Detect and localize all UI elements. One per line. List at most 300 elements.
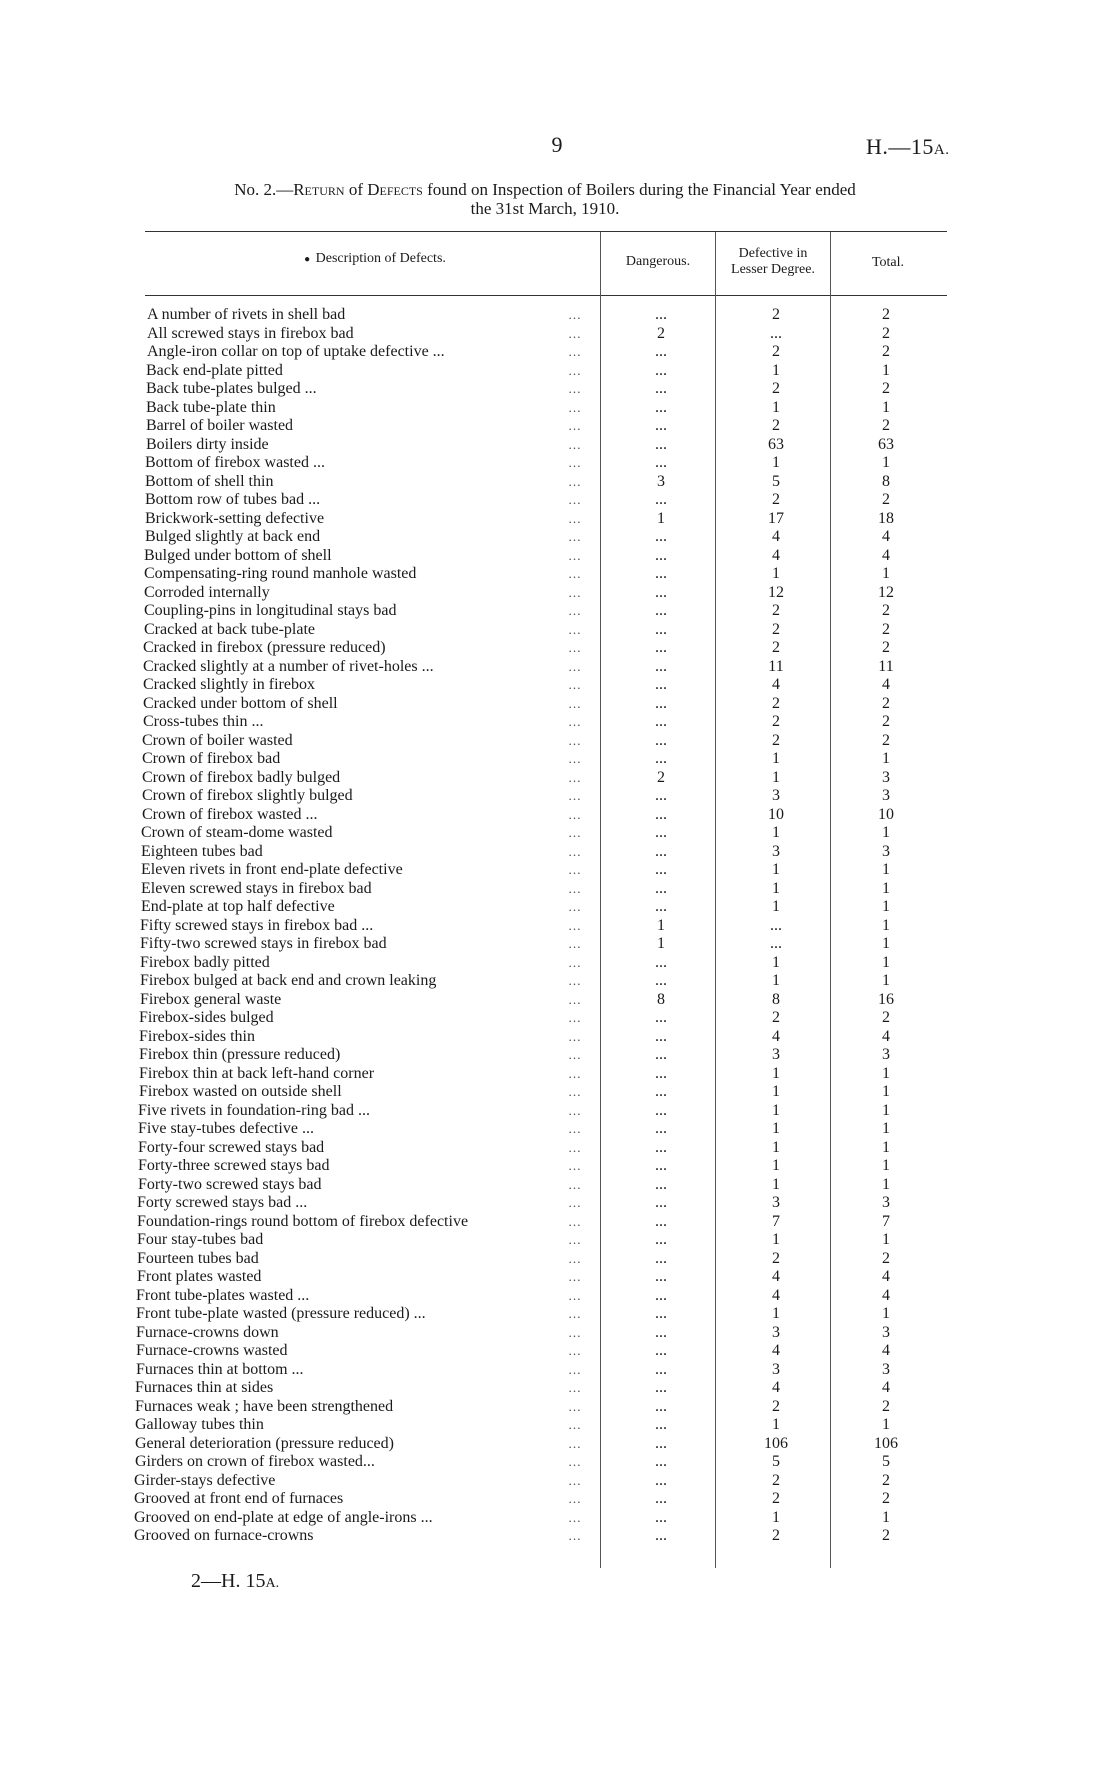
leader-dots: … [568,473,582,489]
defective-cell: ... [770,935,782,952]
dangerous-cell: ... [655,491,667,508]
document-reference [866,134,949,160]
leader-dots: … [568,843,582,859]
leader-dots: … [568,399,582,415]
table-row [0,547,1114,566]
row-description: Barrel of boiler wasted [146,417,294,434]
dangerous-cell: ... [655,1231,667,1248]
bullet-mark: ● [304,254,311,265]
total-cell: 1 [882,565,890,582]
defective-cell: 1 [772,398,780,416]
defective-cell: 2 [772,620,780,638]
table-row [0,732,1114,751]
row-description: Firebox-sides bulged [139,1009,274,1026]
total-cell: 12 [878,583,894,601]
defective-cell: 1 [772,1416,780,1433]
table-row [0,1250,1114,1269]
row-description: Girder-stays defective [134,1471,276,1489]
dangerous-cell: 1 [657,509,665,527]
leader-dots: … [568,677,582,692]
table-row [0,584,1114,603]
total-cell: 8 [882,472,890,490]
dangerous-cell: ... [655,1101,667,1119]
dangerous-cell: ... [655,1453,667,1470]
defective-cell: 1 [772,1064,780,1082]
leader-dots: … [568,1287,582,1303]
row-description: Firebox bulged at back end and crown leaking [140,972,437,989]
defective-cell: 2 [772,602,780,619]
defective-cell: 1 [772,768,780,786]
defective-cell: 3 [772,1360,780,1378]
dangerous-cell: ... [655,1508,667,1526]
table-row [0,639,1114,658]
row-description: Grooved on furnace-crowns [134,1527,314,1544]
total-cell: 4 [882,528,890,545]
dangerous-cell: ... [655,842,667,860]
dangerous-cell: ... [655,861,667,878]
defective-cell: 11 [768,657,784,675]
leader-dots: … [568,695,582,711]
leader-dots: … [568,936,582,951]
leader-dots: … [568,621,582,637]
defective-cell: 2 [772,1397,780,1415]
defective-cell: 2 [772,713,780,730]
table-row [0,972,1114,991]
row-description: Furnace-crowns wasted [136,1342,288,1359]
leader-dots: … [568,1509,582,1525]
leader-dots: … [568,1417,582,1432]
row-description: Forty screwed stays bad ... [137,1194,308,1211]
defective-cell: 1 [772,824,780,841]
dangerous-cell: ... [655,676,667,693]
row-description: Crown of boiler wasted [142,731,293,749]
table-row [0,787,1114,806]
table-row [0,325,1114,344]
row-description: Bottom of firebox wasted ... [145,454,325,471]
defective-cell: 63 [768,435,784,453]
dangerous-cell: ... [655,306,667,323]
total-cell: 11 [878,657,894,675]
row-description: Coupling-pins in longitudinal stays bad [144,602,397,619]
table-row [0,769,1114,788]
table-row [0,1342,1114,1361]
dangerous-cell: ... [655,1027,667,1045]
header-defective-line-1: Defective in [738,246,808,261]
total-cell: 3 [882,842,890,860]
defective-cell: 1 [772,1305,780,1322]
footer-main: 2—H. 15 [191,1570,266,1592]
leader-dots: … [568,1047,582,1062]
defective-cell: 1 [772,1175,780,1193]
dangerous-cell: ... [655,1194,667,1211]
total-cell: 4 [882,1342,890,1359]
total-cell: 3 [882,787,890,804]
defective-cell: 7 [772,1212,780,1230]
dangerous-cell: ... [655,898,667,915]
leader-dots: … [568,1343,582,1358]
row-description: Five stay-tubes defective ... [138,1120,314,1137]
total-cell: 1 [882,1064,890,1082]
dangerous-cell: ... [655,1527,667,1544]
leader-dots: … [568,1435,582,1451]
dangerous-cell: ... [655,1249,667,1267]
row-description: Firebox thin (pressure reduced) [139,1046,341,1063]
table-row [0,880,1114,899]
row-description: Cracked slightly at a number of rivet-holes ... [143,657,434,675]
dangerous-cell: ... [655,602,667,619]
row-description: Bulged slightly at back end [145,528,321,545]
table-row [0,917,1114,936]
leader-dots: … [568,714,582,729]
row-description: Back end-plate pitted [146,361,283,379]
leader-dots: … [568,862,582,877]
leader-dots: … [568,1269,582,1284]
total-cell: 1 [882,824,890,841]
total-cell: 18 [878,509,894,527]
total-cell: 1 [882,1101,890,1119]
defective-cell: 1 [772,1138,780,1156]
defective-cell: 2 [772,639,780,656]
table-row [0,473,1114,492]
leader-dots: … [568,1528,582,1543]
total-cell: 1 [882,1175,890,1193]
row-description: Galloway tubes thin [135,1416,264,1433]
defective-cell: 4 [772,528,780,545]
table-row [0,713,1114,732]
leader-dots: … [568,899,582,914]
defective-cell: 12 [768,583,784,601]
row-description: Bottom of shell thin [145,472,274,490]
defective-cell: 2 [772,1249,780,1267]
total-cell: 1 [882,916,890,934]
leader-dots: … [568,658,582,674]
row-description: Front tube-plates wasted ... [136,1286,310,1304]
row-description: Bottom row of tubes bad ... [145,491,321,508]
leader-dots: … [568,1380,582,1395]
defective-cell: 4 [772,1286,780,1304]
defective-cell: 2 [772,731,780,749]
total-cell: 1 [882,935,890,952]
header-defective [718,246,828,278]
dangerous-cell: ... [655,361,667,379]
defective-cell: 4 [772,1379,780,1396]
dangerous-cell: ... [655,1212,667,1230]
total-cell: 4 [882,1286,890,1304]
defective-cell: 2 [772,694,780,712]
defective-cell: 1 [772,953,780,971]
leader-dots: … [568,917,582,933]
total-cell: 2 [882,1249,890,1267]
table-row [0,1416,1114,1435]
table-row [0,399,1114,418]
leader-dots: … [568,1084,582,1099]
total-cell: 1 [882,898,890,915]
dangerous-cell: 2 [657,324,665,342]
defective-cell: 17 [768,509,784,527]
table-row [0,380,1114,399]
total-cell: 2 [882,306,890,323]
leader-dots: … [568,1195,582,1210]
table-row [0,1046,1114,1065]
defective-cell: 2 [772,380,780,397]
leader-dots: … [568,732,582,748]
table-row [0,1028,1114,1047]
leader-dots: … [568,1454,582,1469]
dangerous-cell: ... [655,1490,667,1507]
defective-cell: 1 [772,861,780,878]
leader-dots: … [568,1472,582,1488]
total-cell: 2 [882,713,890,730]
defective-cell: 2 [772,343,780,360]
reference-main: H.—15 [866,134,934,159]
table-row [0,565,1114,584]
row-description: Forty-four screwed stays bad [138,1138,325,1156]
dangerous-cell: ... [655,1175,667,1193]
leader-dots: … [568,436,582,452]
defective-cell: 3 [772,1323,780,1341]
title-defects: Defects [367,180,423,199]
table-row [0,510,1114,529]
leader-dots: … [568,1250,582,1266]
table-title [145,180,945,218]
dangerous-cell: ... [655,1397,667,1415]
total-cell: 2 [882,324,890,342]
leader-dots: … [568,362,582,378]
dangerous-cell: ... [655,787,667,804]
total-cell: 63 [878,435,894,453]
defective-cell: 3 [772,1046,780,1063]
total-cell: 2 [882,417,890,434]
defective-cell: 1 [772,972,780,989]
leader-dots: … [568,344,582,359]
total-cell: 2 [882,1490,890,1507]
row-description: Crown of steam-dome wasted [141,824,333,841]
table-row [0,806,1114,825]
row-description: Foundation-rings round bottom of firebox defective [137,1212,469,1230]
leader-dots: … [568,880,582,896]
total-cell: 2 [882,1397,890,1415]
table-row [0,898,1114,917]
defective-cell: 1 [772,1157,780,1174]
row-description: Furnace-crowns down [136,1323,279,1341]
leader-dots: … [568,1213,582,1229]
leader-dots: … [568,991,582,1007]
dangerous-cell: ... [655,824,667,841]
dangerous-cell: ... [655,1083,667,1100]
dangerous-cell: 8 [657,990,665,1008]
total-cell: 1 [882,879,890,897]
leader-dots: … [568,381,582,396]
total-cell: 1 [882,972,890,989]
title-return: Return [293,180,345,199]
row-description: Firebox general waste [140,990,282,1008]
leader-dots: … [568,1065,582,1081]
dangerous-cell: ... [655,1268,667,1285]
total-cell: 2 [882,1527,890,1544]
row-description: Crown of firebox wasted ... [142,805,318,823]
table-row [0,1472,1114,1491]
row-description: Cracked in firebox (pressure reduced) [143,639,386,656]
dangerous-cell: ... [655,1305,667,1322]
defective-cell: 4 [772,1342,780,1359]
total-cell: 10 [878,805,894,823]
total-cell: 1 [882,454,890,471]
table-row [0,750,1114,769]
dangerous-cell: ... [655,879,667,897]
leader-dots: … [568,1232,582,1247]
defective-cell: 1 [772,1083,780,1100]
row-description: Firebox-sides thin [139,1027,255,1045]
leader-dots: … [568,1324,582,1340]
total-cell: 2 [882,602,890,619]
dangerous-cell: ... [655,398,667,416]
dangerous-cell: ... [655,953,667,971]
header-defective-line-2: Lesser Degree. [731,262,815,277]
table-row [0,1176,1114,1195]
table-row [0,954,1114,973]
total-cell: 3 [882,1323,890,1341]
row-description: Grooved at front end of furnaces [134,1490,344,1507]
table-row [0,1435,1114,1454]
table-row [0,417,1114,436]
leader-dots: … [568,1306,582,1321]
defective-cell: 4 [772,676,780,693]
leader-dots: … [568,806,582,822]
defective-cell: 1 [772,1120,780,1137]
defective-cell: 4 [772,546,780,564]
leader-dots: … [568,547,582,563]
defective-cell: ... [770,324,782,342]
row-description: Front plates wasted [137,1268,262,1285]
dangerous-cell: ... [655,1009,667,1026]
dangerous-cell: ... [655,380,667,397]
defective-cell: 1 [772,879,780,897]
row-description: Compensating-ring round manhole wasted [144,565,417,582]
row-description: Furnaces weak ; have been strengthened [135,1397,394,1415]
total-cell: 1 [882,1231,890,1248]
defective-cell: 10 [768,805,784,823]
row-description: Fifty screwed stays in firebox bad ... [140,916,374,934]
total-cell: 2 [882,491,890,508]
leader-dots: … [568,1121,582,1136]
table-row [0,1065,1114,1084]
table-row [0,1009,1114,1028]
total-cell: 3 [882,1360,890,1378]
dangerous-cell: ... [655,1416,667,1433]
defective-cell: 1 [772,361,780,379]
total-cell: 2 [882,639,890,656]
row-description: General deterioration (pressure reduced) [135,1434,394,1452]
row-description: Brickwork-setting defective [145,509,325,527]
dangerous-cell: ... [655,972,667,989]
row-description: Crown of firebox badly bulged [142,768,341,786]
total-cell: 2 [882,620,890,638]
table-row [0,1194,1114,1213]
row-description: Cracked slightly in firebox [143,676,315,693]
total-cell: 1 [882,1416,890,1433]
leader-dots: … [568,529,582,544]
defective-cell: 1 [772,1508,780,1526]
header-top-rule [145,231,947,232]
dangerous-cell: ... [655,417,667,434]
table-row [0,1231,1114,1250]
total-cell: 2 [882,343,890,360]
title-of: of [344,180,368,199]
total-cell: 1 [882,1305,890,1322]
table-row [0,1527,1114,1546]
dangerous-cell: ... [655,546,667,564]
table-row [0,1324,1114,1343]
dangerous-cell: ... [655,805,667,823]
defective-cell: 8 [772,990,780,1008]
row-description: Forty-two screwed stays bad [138,1175,322,1193]
title-line-1 [145,180,945,199]
defective-cell: 2 [772,306,780,323]
leader-dots: … [568,307,582,322]
total-cell: 1 [882,1120,890,1137]
total-cell: 4 [882,1027,890,1045]
table-row [0,1509,1114,1528]
defective-cell: 106 [764,1434,788,1452]
total-cell: 1 [882,1508,890,1526]
defective-cell: 2 [772,1471,780,1489]
dangerous-cell: ... [655,750,667,767]
row-description: Furnaces thin at sides [135,1379,274,1396]
leader-dots: … [568,769,582,785]
defective-cell: 1 [772,1231,780,1248]
table-row [0,1102,1114,1121]
row-description: Forty-three screwed stays bad [138,1157,330,1174]
total-cell: 1 [882,861,890,878]
defective-cell: 4 [772,1027,780,1045]
dangerous-cell: ... [655,657,667,675]
row-description: Girders on crown of firebox wasted... [135,1453,375,1470]
table-row [0,1083,1114,1102]
total-cell: 2 [882,1471,890,1489]
row-description: Fifty-two screwed stays in firebox bad [140,935,387,952]
dangerous-cell: ... [655,1046,667,1063]
dangerous-cell: ... [655,694,667,712]
total-cell: 2 [882,1009,890,1026]
leader-dots: … [568,751,582,766]
row-description: Corroded internally [144,583,270,601]
row-description: All screwed stays in firebox bad [147,324,354,342]
table-row [0,1361,1114,1380]
total-cell: 1 [882,750,890,767]
row-description: Bulged under bottom of shell [144,546,332,564]
defective-cell: ... [770,916,782,934]
page-number: 9 [551,132,563,157]
dangerous-cell: ... [655,1120,667,1137]
defects-table [0,306,1114,1546]
defective-cell: 1 [772,565,780,582]
row-description: Back tube-plate thin [146,398,276,416]
table-row [0,824,1114,843]
dangerous-cell: ... [655,528,667,545]
table-row [0,528,1114,547]
dangerous-cell: ... [655,454,667,471]
total-cell: 4 [882,1379,890,1396]
title-rest: found on Inspection of Boilers during the Financial Year ended [422,180,856,199]
defective-cell: 5 [772,1453,780,1470]
table-row [0,1305,1114,1324]
leader-dots: … [568,1010,582,1025]
row-description: Eleven screwed stays in firebox bad [141,879,372,897]
dangerous-cell: ... [655,1286,667,1304]
leader-dots: … [568,1176,582,1192]
table-row [0,843,1114,862]
row-description: Five rivets in foundation-ring bad ... [138,1101,370,1119]
